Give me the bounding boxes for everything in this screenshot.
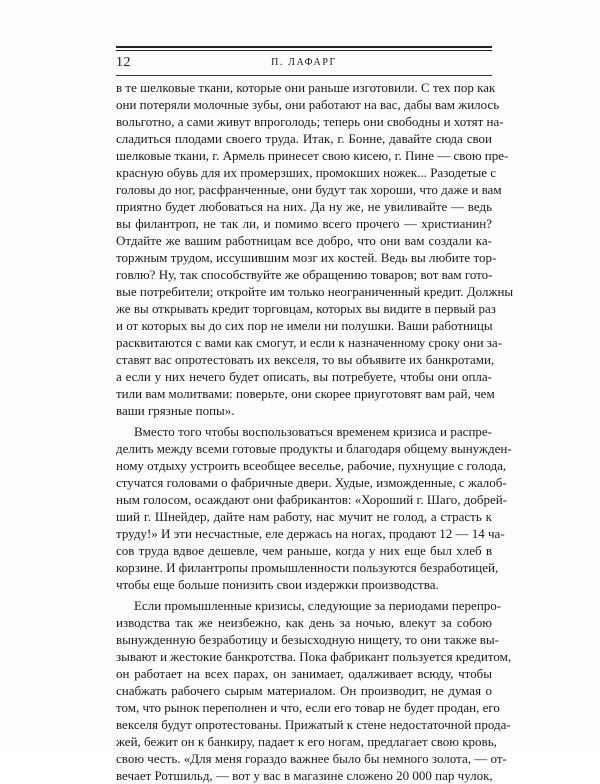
text-line: вы филантроп, не так ли, и помимо всего прочего — христианин? bbox=[116, 216, 492, 231]
text-line: вечает Ротшильд, — вот у вас в магазине сложено 20 000 пар чулок, bbox=[116, 768, 493, 783]
text-line: Отдайте же вашим работницам все добро, что они вам создали ка- bbox=[116, 233, 492, 248]
text-line: свою честь. «Для меня гораздо важнее было бы немного золота, — от- bbox=[116, 751, 507, 766]
text-line: головы до ног, расфранченные, они будут так хороши, что даже и вам bbox=[116, 182, 502, 197]
text-line: том, что рынок переполнен и что, если его товар не будет продан, его bbox=[116, 700, 500, 715]
text-line: сов труда вдвое дешевле, чем раньше, когда у них еще был хлеб в bbox=[116, 543, 492, 558]
running-head: П. ЛАФАРГ bbox=[271, 57, 337, 68]
paragraph-3 bbox=[116, 597, 512, 784]
text-line: ставят вас опротестовать их векселя, то вы объявите их банкротами, bbox=[116, 352, 495, 367]
text-line: тили вам молитвами: поверьте, они скорее приуготовят вам рай, чем bbox=[116, 386, 495, 401]
text-line: вые потребители; откройте им только неограниченный кредит. Должны bbox=[116, 284, 514, 299]
text-line: вынужденную безработицу и безысходную нищету, то они также вы- bbox=[116, 632, 499, 647]
text-line: делить между всеми готовые продукты и благодаря общему вынужден- bbox=[116, 441, 512, 456]
text-line: Если промышленные кризисы, следующие за периодами перепро- bbox=[134, 598, 502, 613]
text-line: говлю? Ну, так способствуйте же обращению товаров; вот вам гото- bbox=[116, 267, 493, 282]
paragraph-1 bbox=[116, 79, 514, 419]
text-line: в те шелковые ткани, которые они раньше изготовили. С тех пор как bbox=[116, 80, 496, 95]
text-line: торжным трудом, иссушившим мозг их костей. Ведь вы любите тор- bbox=[116, 250, 497, 265]
text-line: приятно будет любоваться на них. Да ну же, не увиливайте — ведь bbox=[116, 199, 492, 214]
text-line: они потеряли молочные зубы, они работают на вас, дабы вам жилось bbox=[116, 97, 500, 112]
body-text bbox=[116, 79, 514, 784]
text-line: чтобы еще больше понизить свои издержки производства. bbox=[116, 577, 439, 592]
text-line: сладиться плодами своего труда. Итак, г. Бонне, давайте сюда свои bbox=[116, 131, 492, 146]
text-line: шелковые ткани, г. Армель принесет свою кисею, г. Пине — свою пре- bbox=[116, 148, 509, 163]
text-line: и от которых вы до сих пор не имели ни полушки. Ваши работницы bbox=[116, 318, 493, 333]
text-line: красную обувь для их промерзших, промокших ножек... Разодетые с bbox=[116, 165, 496, 180]
text-line: ному отдыху устроить всеобщее веселье, рабочие, пухнущие с голода, bbox=[116, 458, 507, 473]
text-line: же вы открывать кредит торговцам, которых вы видите в первый раз bbox=[116, 301, 496, 316]
page-number: 12 bbox=[116, 55, 131, 70]
text-line: изводства так же неизбежно, как день за ночью, влекут за собою bbox=[116, 615, 492, 630]
page-header bbox=[116, 55, 492, 73]
text-line: Вместо того чтобы воспользоваться временем кризиса и распре- bbox=[134, 424, 492, 439]
header-rule bbox=[116, 75, 492, 76]
text-line: жей, бежит он к банкиру, падает к его ногам, предлагает свою кровь, bbox=[116, 734, 497, 749]
text-line: а если у них нечего будет описать, вы потребуете, чтобы они опла- bbox=[116, 369, 492, 384]
text-line: ваши грязные попы». bbox=[116, 403, 235, 418]
text-line: зывают и жестокие банкротства. Пока фабрикант пользуется кредитом, bbox=[116, 649, 512, 664]
text-line: ным голосом, осаждают они фабрикантов: «Хороший г. Шаго, добрей- bbox=[116, 492, 507, 507]
text-line: расквитаются с вами как смогут, и если к назначенному сроку они за- bbox=[116, 335, 503, 350]
header-double-rule bbox=[116, 46, 492, 51]
text-line: он работает на всех парах, он занимает, одалживает всюду, чтобы bbox=[116, 666, 492, 681]
text-line: ший г. Шнейдер, дайте нам работу, нас мучит не голод, а страсть к bbox=[116, 509, 492, 524]
text-line: вольготно, а сами живут впроголодь; теперь они свободны и хотят на- bbox=[116, 114, 504, 129]
text-line: снабжать рабочего сырым материалом. Он производит, не думая о bbox=[116, 683, 492, 698]
text-line: векселя будут опротестованы. Прижатый к стене недостаточной прода- bbox=[116, 717, 511, 732]
text-line: труду!» И эти несчастные, еле держась на ногах, продают 12 — 14 ча- bbox=[116, 526, 505, 541]
text-line: корзине. И филантропы промышленности пользуются безработицей, bbox=[116, 560, 499, 575]
text-line: стучатся головами о фабричные двери. Худые, изможденные, с жалоб- bbox=[116, 475, 507, 490]
paragraph-2 bbox=[116, 423, 512, 593]
